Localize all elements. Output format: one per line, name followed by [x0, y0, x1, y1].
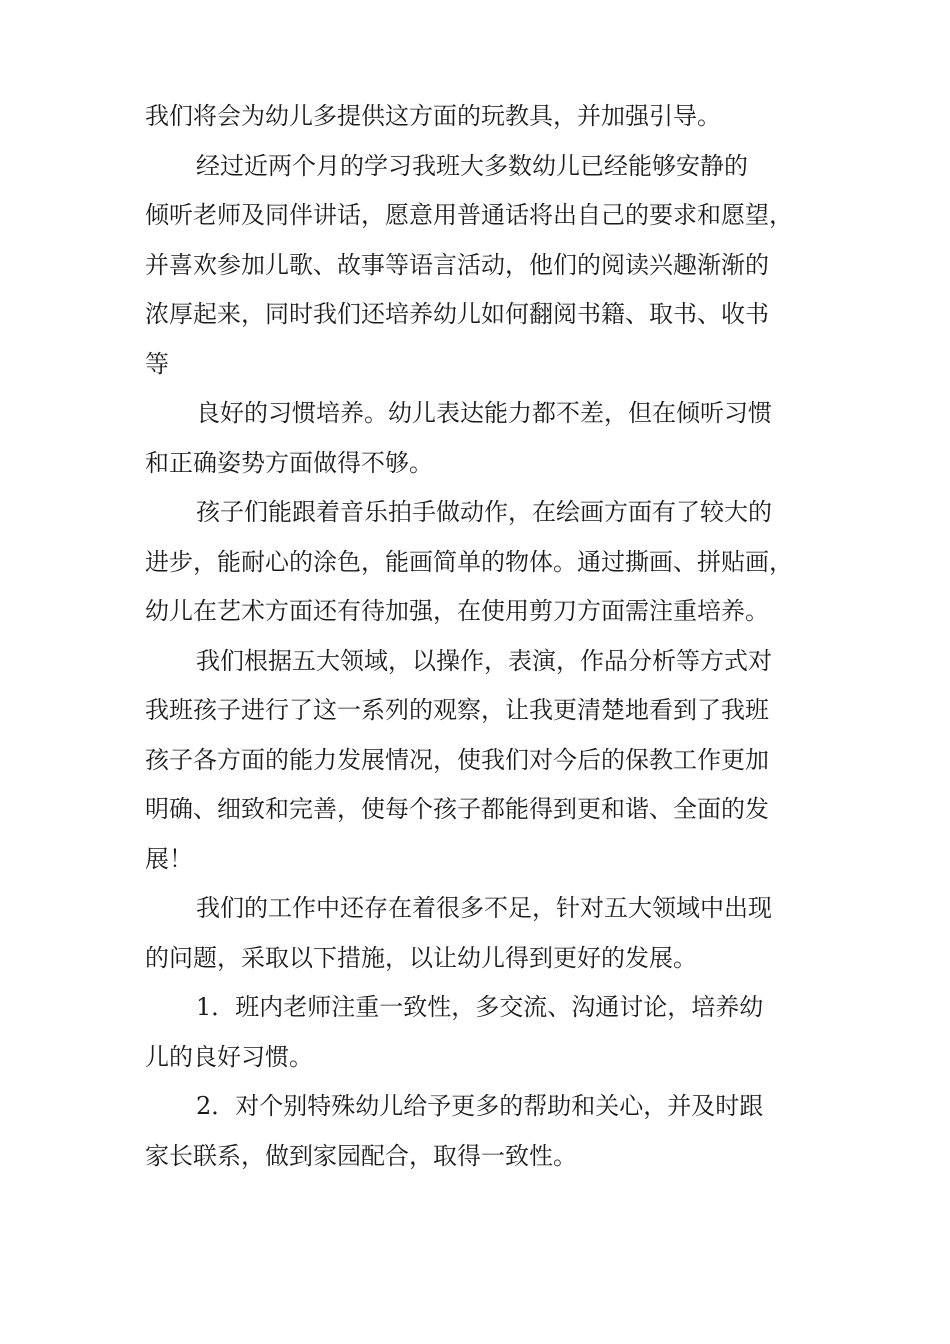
text-line: 的问题，采取以下措施，以让幼儿得到更好的发展。 [145, 943, 697, 972]
body-text [145, 92, 815, 1181]
text-line: 并喜欢参加儿歌、故事等语言活动，他们的阅读兴趣渐渐的 [145, 250, 769, 279]
text-line: 浓厚起来，同时我们还培养幼儿如何翻阅书籍、取书、收书 [145, 300, 769, 328]
text-line: 进步，能耐心的涂色，能画简单的物体。通过撕画、拼贴画， [145, 547, 793, 576]
paragraph-first-line: 孩子们能跟着音乐拍手做动作，在绘画方面有了较大的 [196, 498, 772, 526]
text-line: 家长联系，做到家园配合，取得一致性。 [145, 1141, 577, 1170]
text-line: 倾听老师及同伴讲话，愿意用普通话将出自己的要求和愿望， [145, 201, 793, 229]
paragraph-first-line: 我们根据五大领域，以操作，表演，作品分析等方式对 [196, 646, 772, 675]
list-item-1-line: 1．班内老师注重一致性，多交流、沟通讨论，培养幼 [196, 993, 764, 1021]
paragraph-first-line: 我们的工作中还存在着很多不足，针对五大领域中出现 [196, 894, 772, 922]
paragraph-first-line: 经过近两个月的学习我班大多数幼儿已经能够安静的 [196, 151, 748, 180]
text-line: 幼儿在艺术方面还有待加强，在使用剪刀方面需注重培养。 [145, 597, 769, 625]
text-line: 我班孩子进行了这一系列的观察，让我更清楚地看到了我班 [145, 696, 769, 724]
text-line: 我们将会为幼儿多提供这方面的玩教具，并加强引导。 [145, 102, 721, 130]
text-line: 等 [145, 349, 169, 378]
text-line: 孩子各方面的能力发展情况，使我们对今后的保教工作更加 [145, 745, 769, 774]
list-item-2-line: 2．对个别特殊幼儿给予更多的帮助和关心，并及时跟 [196, 1092, 764, 1120]
text-line: 展！ [145, 844, 193, 873]
text-line: 儿的良好习惯。 [145, 1042, 313, 1071]
text-line: 和正确姿势方面做得不够。 [145, 448, 433, 477]
text-line: 明确、细致和完善，使每个孩子都能得到更和谐、全面的发 [145, 795, 769, 823]
paragraph-first-line: 良好的习惯培养。幼儿表达能力都不差，但在倾听习惯 [196, 399, 772, 427]
